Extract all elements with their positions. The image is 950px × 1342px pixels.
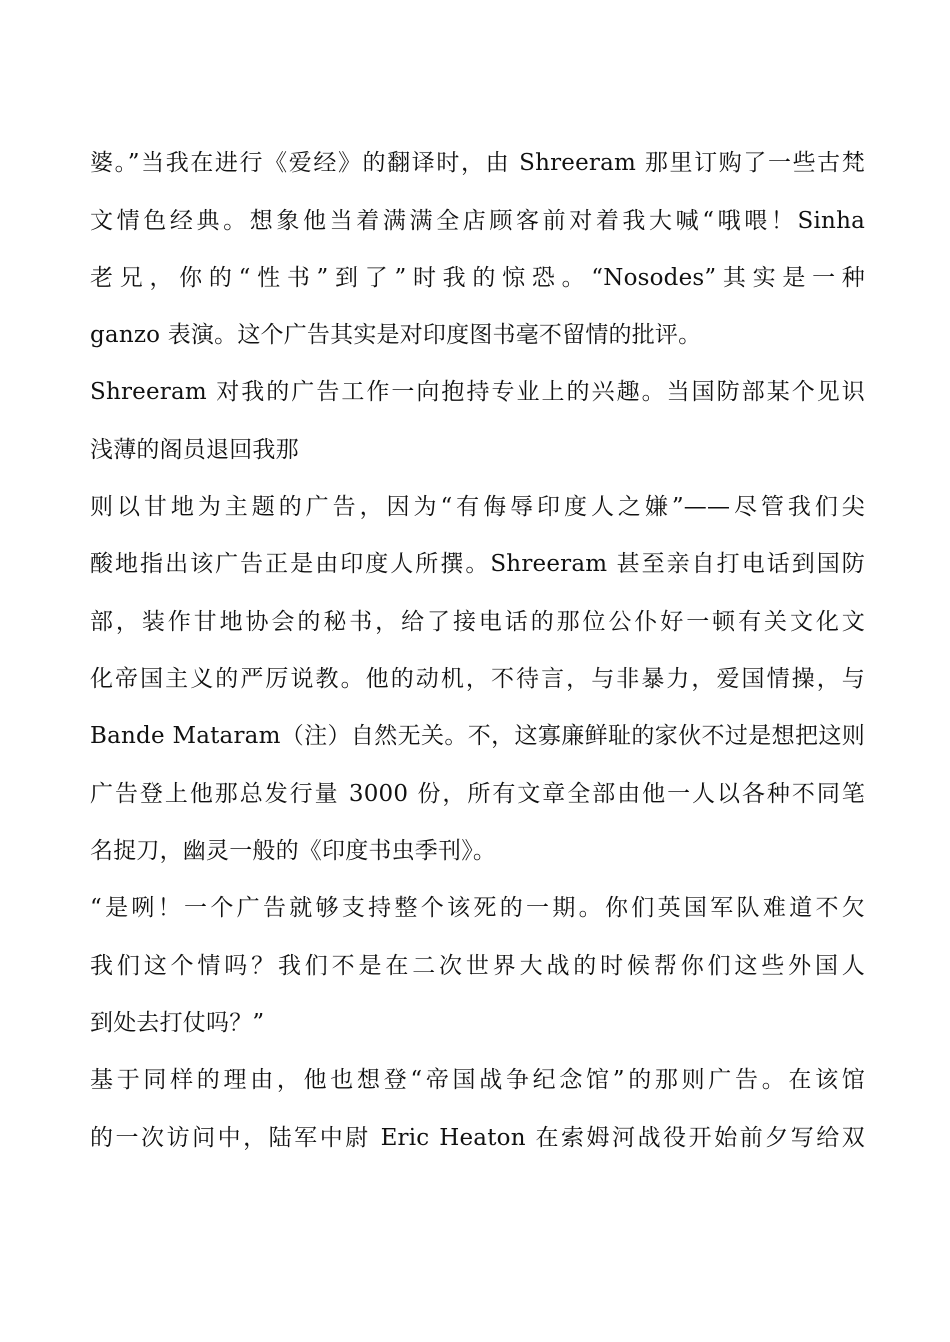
text-line: 名捉刀，幽灵一般的《印度书虫季刊》。 (90, 838, 497, 864)
text-line: 酸地指出该广告正是由印度人所撰。Shreeram 甚至亲自打电话到国防 (90, 551, 865, 577)
text-line: 部，装作甘地协会的秘书，给了接电话的那位公仆好一顿有关文化文 (90, 609, 865, 635)
text-line: 到处去打仗吗？” (90, 1010, 265, 1036)
text-line: 文情色经典。想象他当着满满全店顾客前对着我大喊“哦喂！Sinha (90, 208, 865, 234)
text-line: 则以甘地为主题的广告，因为“有侮辱印度人之嫌”——尽管我们尖 (90, 494, 865, 520)
text-line: 化帝国主义的严厉说教。他的动机，不待言，与非暴力，爱国情操，与 (90, 666, 865, 692)
text-line: 婆。”当我在进行《爱经》的翻译时，由 Shreeram 那里订购了一些古梵 (90, 150, 865, 176)
text-line: 我们这个情吗？我们不是在二次世界大战的时候帮你们这些外国人 (90, 953, 865, 979)
text-line: 浅薄的阁员退回我那 (90, 437, 299, 463)
text-line: “是咧！一个广告就够支持整个该死的一期。你们英国军队难道不欠 (90, 895, 865, 921)
text-line: Bande Mataram（注）自然无关。不，这寡廉鲜耻的家伙不过是想把这则 (90, 723, 865, 749)
text-line: 的一次访问中，陆军中尉 Eric Heaton 在索姆河战役开始前夕写给双 (90, 1125, 865, 1151)
text-line: ganzo 表演。这个广告其实是对印度图书毫不留情的批评。 (90, 322, 702, 348)
text-line: 广告登上他那总发行量 3000 份，所有文章全部由他一人以各种不同笔 (90, 781, 865, 807)
text-line: Shreeram 对我的广告工作一向抱持专业上的兴趣。当国防部某个见识 (90, 379, 865, 405)
text-line: 老兄，你的“性书”到了”时我的惊恐。“Nosodes”其实是一种 (90, 265, 865, 291)
text-line: 基于同样的理由，他也想登“帝国战争纪念馆”的那则广告。在该馆 (90, 1067, 865, 1093)
